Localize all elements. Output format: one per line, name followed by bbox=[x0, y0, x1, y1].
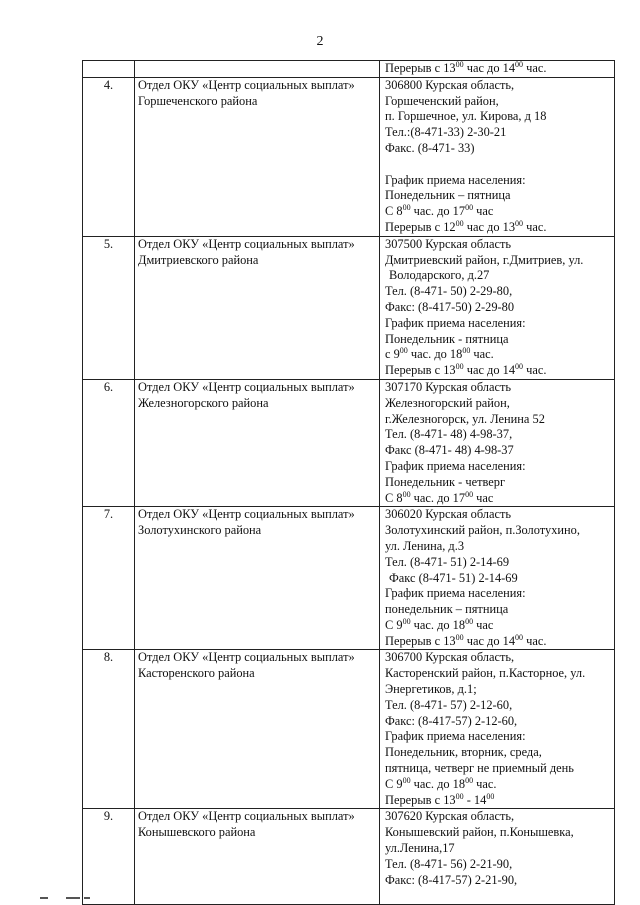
superscript-minutes: 00 bbox=[515, 362, 524, 372]
contact-text: Золотухинский район, п.Золотухино, bbox=[385, 523, 580, 538]
contact-line bbox=[385, 412, 611, 428]
contact-text: час bbox=[473, 617, 494, 632]
superscript-minutes: 00 bbox=[515, 218, 524, 228]
contact-line bbox=[385, 316, 611, 332]
contact-text: Тел. (8-471- 57) 2-12-60, bbox=[385, 697, 513, 712]
row-number: 7. bbox=[83, 507, 135, 650]
office-name-cell bbox=[135, 809, 380, 905]
contact-text: понедельник – пятница bbox=[385, 602, 509, 617]
superscript-minutes: 00 bbox=[486, 791, 495, 801]
superscript-minutes: 00 bbox=[465, 616, 474, 626]
contact-text: Факс: (8-417-57) 2-12-60, bbox=[385, 713, 518, 728]
table-row bbox=[83, 507, 615, 650]
office-name-cell bbox=[135, 507, 380, 650]
contact-text: Понедельник - четверг bbox=[385, 474, 506, 489]
contact-text: ул.Ленина,17 bbox=[385, 841, 455, 856]
contact-text: Перерыв с 13 bbox=[385, 363, 456, 378]
table-row bbox=[83, 77, 615, 236]
contact-text: Факс: (8-417-57) 2-21-90, bbox=[385, 872, 518, 887]
contact-line bbox=[385, 571, 611, 587]
office-contact-cell bbox=[380, 379, 615, 506]
contact-text: час. до 17 bbox=[410, 204, 466, 219]
contact-text: час. bbox=[470, 347, 494, 362]
office-name-cell bbox=[135, 379, 380, 506]
contact-text: п. Горшечное, ул. Кирова, д 18 bbox=[385, 109, 547, 124]
contact-text: час. до 17 bbox=[410, 490, 466, 505]
office-name-line: Отдел ОКУ «Центр социальных выплат» bbox=[138, 77, 355, 92]
office-name-line: Отдел ОКУ «Центр социальных выплат» bbox=[138, 236, 355, 251]
contact-line bbox=[385, 475, 611, 491]
contact-text: Тел.:(8-471-33) 2-30-21 bbox=[385, 125, 507, 140]
superscript-minutes: 00 bbox=[402, 775, 411, 785]
contact-line bbox=[385, 109, 611, 125]
contact-line bbox=[385, 427, 611, 443]
superscript-minutes: 00 bbox=[515, 59, 524, 69]
contact-text: График приема населения: bbox=[385, 729, 526, 744]
contact-text: Тел. (8-471- 51) 2-14-69 bbox=[385, 554, 510, 569]
contact-line bbox=[385, 650, 611, 666]
contact-text: с 9 bbox=[385, 347, 400, 362]
contact-line bbox=[385, 586, 611, 602]
superscript-minutes: 00 bbox=[399, 346, 408, 356]
contact-line bbox=[385, 745, 611, 761]
superscript-minutes: 00 bbox=[455, 362, 464, 372]
contact-text: Тел. (8-471- 56) 2-21-90, bbox=[385, 856, 513, 871]
contact-line bbox=[385, 284, 611, 300]
superscript-minutes: 00 bbox=[462, 346, 471, 356]
row-number: 8. bbox=[83, 650, 135, 809]
office-name-line: Горшеченского района bbox=[138, 93, 258, 108]
contact-line bbox=[385, 78, 611, 94]
office-name-cell bbox=[135, 650, 380, 809]
contact-text: График приема населения: bbox=[385, 586, 526, 601]
contact-text: Касторенский район, п.Касторное, ул. bbox=[385, 666, 586, 681]
offices-table bbox=[82, 60, 615, 905]
contact-text: Понедельник - пятница bbox=[385, 331, 509, 346]
contact-line bbox=[385, 396, 611, 412]
contact-line bbox=[385, 873, 611, 889]
contact-text: С 9 bbox=[385, 776, 403, 791]
contact-text: час. до 18 bbox=[410, 776, 466, 791]
contact-line bbox=[385, 173, 611, 189]
office-name-line: Отдел ОКУ «Центр социальных выплат» bbox=[138, 809, 355, 824]
contact-text: час до 14 bbox=[463, 61, 516, 75]
table-row bbox=[83, 809, 615, 905]
superscript-minutes: 00 bbox=[465, 203, 474, 213]
contact-text: Понедельник – пятница bbox=[385, 188, 511, 203]
contact-line bbox=[385, 141, 611, 157]
contact-line bbox=[385, 491, 611, 507]
office-contact-cell bbox=[380, 236, 615, 379]
office-contact-cell bbox=[380, 650, 615, 809]
contact-line bbox=[385, 125, 611, 141]
contact-text: Железногорский район, bbox=[385, 395, 510, 410]
contact-line bbox=[385, 857, 611, 873]
superscript-minutes: 00 bbox=[455, 791, 464, 801]
contact-text: час до 14 bbox=[463, 363, 516, 378]
contact-line bbox=[385, 793, 611, 809]
contact-line bbox=[385, 61, 611, 77]
office-name-line: Железногорского района bbox=[138, 395, 269, 410]
contact-line bbox=[385, 761, 611, 777]
contact-text: час. bbox=[523, 61, 547, 75]
scan-marks bbox=[40, 897, 120, 900]
contact-line bbox=[385, 363, 611, 379]
contact-text: Володарского, д.27 bbox=[389, 268, 490, 283]
contact-text: Факс: (8-417-50) 2-29-80 bbox=[385, 299, 515, 314]
contact-line bbox=[385, 809, 611, 825]
contact-text: Факс. (8-471- 33) bbox=[385, 140, 475, 155]
contact-line bbox=[385, 682, 611, 698]
contact-text: Факс (8-471- 48) 4-98-37 bbox=[385, 443, 514, 458]
contact-text: ул. Ленина, д.3 bbox=[385, 538, 465, 553]
contact-text: час до 14 bbox=[463, 633, 516, 648]
office-contact-cell bbox=[380, 77, 615, 236]
office-name-cell bbox=[135, 61, 380, 78]
row-number: 9. bbox=[83, 809, 135, 905]
contact-text: час. bbox=[523, 633, 547, 648]
contact-line bbox=[385, 347, 611, 363]
contact-text: С 9 bbox=[385, 617, 403, 632]
contact-text: час до 13 bbox=[463, 219, 516, 234]
contact-text: час. до 18 bbox=[407, 347, 463, 362]
contact-line bbox=[385, 825, 611, 841]
superscript-minutes: 00 bbox=[402, 489, 411, 499]
contact-text: С 8 bbox=[385, 490, 403, 505]
contact-line bbox=[385, 253, 611, 269]
contact-text: Перерыв с 12 bbox=[385, 219, 456, 234]
contact-text: час bbox=[473, 490, 494, 505]
superscript-minutes: 00 bbox=[455, 59, 464, 69]
contact-line bbox=[385, 729, 611, 745]
office-name-line: Отдел ОКУ «Центр социальных выплат» bbox=[138, 379, 355, 394]
contact-text: 307500 Курская область bbox=[385, 236, 512, 251]
contact-line bbox=[385, 94, 611, 110]
contact-line bbox=[385, 602, 611, 618]
contact-text: График приема населения: bbox=[385, 315, 526, 330]
row-number: 4. bbox=[83, 77, 135, 236]
contact-text: час. bbox=[523, 363, 547, 378]
contact-line bbox=[385, 268, 611, 284]
contact-text: пятница, четверг не приемный день bbox=[385, 761, 574, 776]
contact-line bbox=[385, 698, 611, 714]
table-row bbox=[83, 236, 615, 379]
office-name-line: Золотухинского района bbox=[138, 523, 262, 538]
page-number: 2 bbox=[316, 34, 324, 49]
office-contact-cell bbox=[380, 809, 615, 905]
contact-line bbox=[385, 539, 611, 555]
superscript-minutes: 00 bbox=[402, 203, 411, 213]
contact-line bbox=[385, 237, 611, 253]
contact-line bbox=[385, 157, 611, 173]
contact-text: Тел. (8-471- 48) 4-98-37, bbox=[385, 427, 513, 442]
contact-text: 306800 Курская область, bbox=[385, 77, 515, 92]
office-name-cell bbox=[135, 236, 380, 379]
contact-line bbox=[385, 220, 611, 236]
contact-text: г.Железногорск, ул. Ленина 52 bbox=[385, 411, 545, 426]
office-name-line: Отдел ОКУ «Центр социальных выплат» bbox=[138, 507, 355, 522]
contact-text: час. bbox=[523, 219, 547, 234]
contact-text: Тел. (8-471- 50) 2-29-80, bbox=[385, 284, 513, 299]
contact-text: Дмитриевский район, г.Дмитриев, ул. bbox=[385, 252, 584, 267]
contact-text: Понедельник, вторник, среда, bbox=[385, 745, 542, 760]
contact-line bbox=[385, 507, 611, 523]
contact-text: Энергетиков, д.1; bbox=[385, 682, 477, 697]
contact-line bbox=[385, 300, 611, 316]
office-contact-cell bbox=[380, 61, 615, 78]
superscript-minutes: 00 bbox=[465, 489, 474, 499]
contact-line bbox=[385, 443, 611, 459]
contact-line bbox=[385, 888, 611, 904]
contact-text: График приема населения: bbox=[385, 172, 526, 187]
contact-text: Перерыв с 13 bbox=[385, 633, 456, 648]
office-name-line: Отдел ОКУ «Центр социальных выплат» bbox=[138, 650, 355, 665]
superscript-minutes: 00 bbox=[402, 616, 411, 626]
contact-text: Перерыв с 13 bbox=[385, 61, 456, 75]
row-number: 6. bbox=[83, 379, 135, 506]
contact-text: Факс (8-471- 51) 2-14-69 bbox=[389, 570, 518, 585]
contact-text: 307170 Курская область bbox=[385, 379, 512, 394]
contact-line bbox=[385, 555, 611, 571]
office-name-line: Дмитриевского района bbox=[138, 252, 259, 267]
contact-text: 306020 Курская область bbox=[385, 507, 512, 522]
contact-text: час bbox=[473, 204, 494, 219]
contact-line bbox=[385, 666, 611, 682]
contact-line bbox=[385, 332, 611, 348]
contact-line bbox=[385, 204, 611, 220]
contact-text: час. bbox=[473, 776, 497, 791]
contact-text: Перерыв с 13 bbox=[385, 792, 456, 807]
office-name-line: Касторенского района bbox=[138, 666, 255, 681]
office-name-line: Конышевского района bbox=[138, 825, 256, 840]
superscript-minutes: 00 bbox=[515, 632, 524, 642]
row-number bbox=[83, 61, 135, 78]
contact-line bbox=[385, 523, 611, 539]
contact-text: С 8 bbox=[385, 204, 403, 219]
contact-text: График приема населения: bbox=[385, 458, 526, 473]
table-row bbox=[83, 61, 615, 78]
contact-line bbox=[385, 777, 611, 793]
contact-line bbox=[385, 841, 611, 857]
contact-line bbox=[385, 459, 611, 475]
superscript-minutes: 00 bbox=[455, 632, 464, 642]
contact-text: Конышевский район, п.Конышевка, bbox=[385, 825, 574, 840]
contact-line bbox=[385, 618, 611, 634]
contact-text: 307620 Курская область, bbox=[385, 809, 515, 824]
table-row bbox=[83, 379, 615, 506]
contact-text: - 14 bbox=[463, 792, 487, 807]
contact-text: Горшеченский район, bbox=[385, 93, 499, 108]
contact-line bbox=[385, 188, 611, 204]
table-body bbox=[83, 61, 615, 905]
contact-line bbox=[385, 634, 611, 650]
contact-line bbox=[385, 380, 611, 396]
contact-line bbox=[385, 714, 611, 730]
table-row bbox=[83, 650, 615, 809]
row-number: 5. bbox=[83, 236, 135, 379]
superscript-minutes: 00 bbox=[465, 775, 474, 785]
office-contact-cell bbox=[380, 507, 615, 650]
contact-text: 306700 Курская область, bbox=[385, 650, 515, 665]
office-name-cell bbox=[135, 77, 380, 236]
superscript-minutes: 00 bbox=[455, 218, 464, 228]
contact-text: час. до 18 bbox=[410, 617, 466, 632]
